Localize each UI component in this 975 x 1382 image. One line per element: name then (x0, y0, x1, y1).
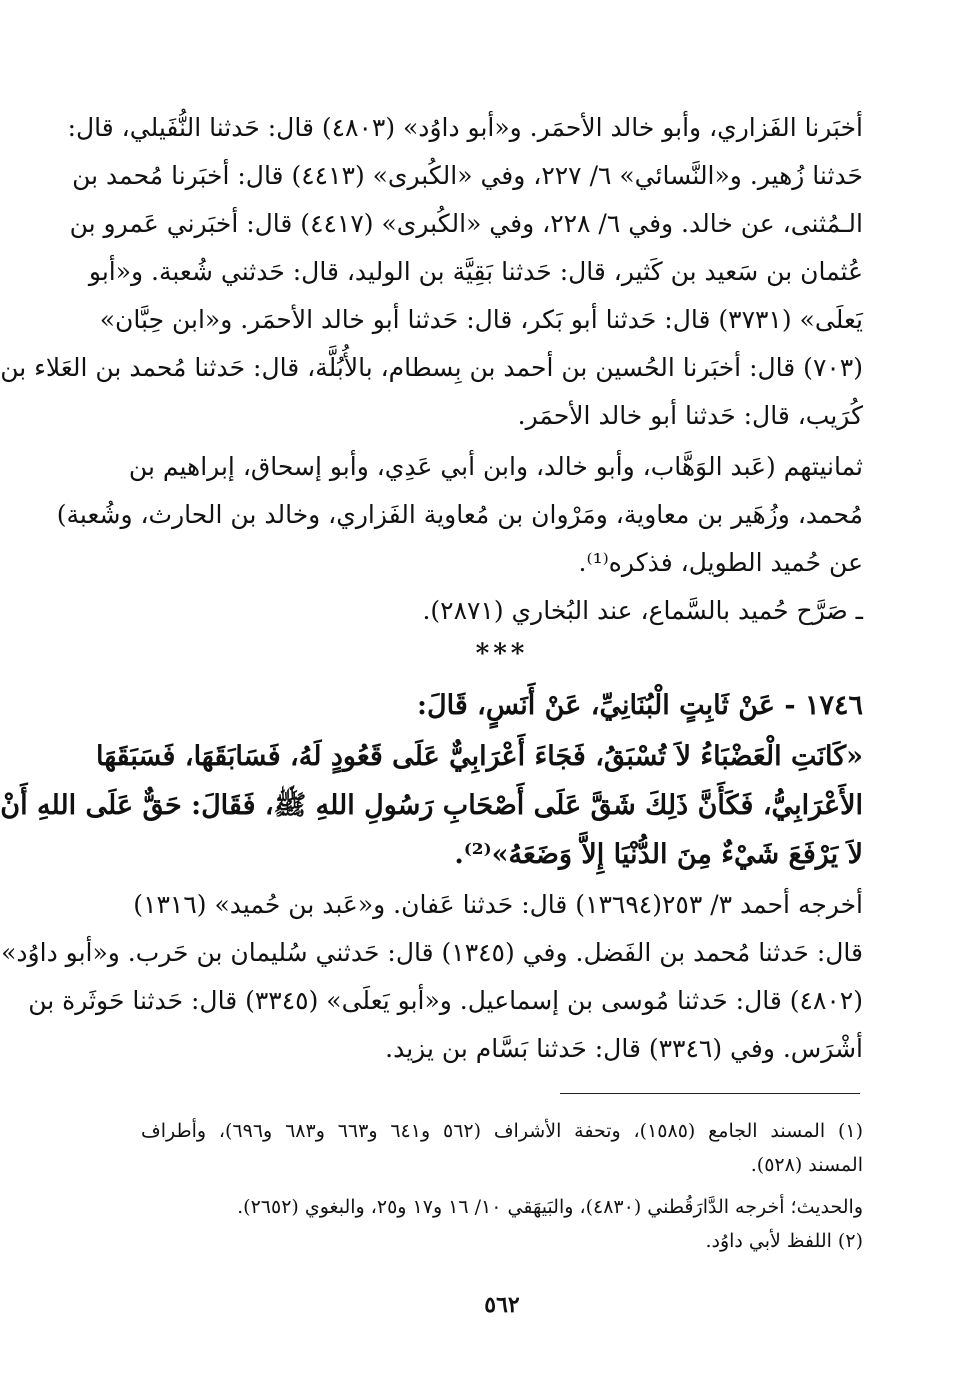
text-line: حَدثنا زُهير. و«النَّسائي» ٦/ ٢٢٧، وفي «الكُبرى» (٤٤١٣) قال: أخبَرنا مُحمد بن (72, 161, 863, 190)
text-line: مُحمد، وزُهَير بن معاوية، ومَرْوان بن مُعاوية الفَزاري، وخالد بن الحارث، وشُعبة) (56, 500, 863, 529)
hadith-heading: ١٧٤٦ - عَنْ ثَابِتٍ الْبُنَانِيِّ، عَنْ أَنَسٍ، قَالَ: (417, 690, 863, 721)
footnote-line: (١) المسند الجامع (١٥٨٥)، وتحفة الأشراف (٥٦٢ و٦٤١ و٦٦٣ و٦٨٣ و٦٩٦)، وأطراف (141, 1120, 864, 1142)
text-line: أشْرَس. وفي (٣٣٤٦) قال: حَدثنا بَسَّام بن يزيد. (385, 1034, 863, 1063)
footnote-line: المسند (٥٢٨). (750, 1154, 863, 1176)
hadith-text-line: لاَ يَرْفَعَ شَيْءٌ مِنَ الدُّنْيَا إِلاَّ وَضَعَهُ»⁽²⁾. (454, 839, 863, 870)
text-line: كُرَيب، قال: حَدثنا أبو خالد الأحمَر. (517, 401, 863, 430)
footnote-line: (٢) اللفظ لأبي داوُد. (705, 1230, 863, 1252)
text-line: يَعلَى» (٣٧٣١) قال: حَدثنا أبو بَكر، قال: حَدثنا أبو خالد الأحمَر. و«ابن حِبَّان» (99, 305, 863, 334)
text-line: أخرجه أحمد ٣/ ٢٥٣(١٣٦٩٤) قال: حَدثنا عَفان. و«عَبد بن حُميد» (١٣١٦) (133, 890, 863, 919)
section-separator: *** (475, 639, 529, 669)
text-line: قال: حَدثنا مُحمد بن الفَضل. وفي (١٣٤٥) قال: حَدثني سُليمان بن حَرب. و«أبو داوُد» (1, 938, 863, 967)
text-line: الـمُثنى، عن خالد. وفي ٦/ ٢٢٨، وفي «الكُبرى» (٤٤١٧) قال: أخبَرني عَمرو بن (69, 209, 863, 238)
text-line: (٧٠٣) قال: أخبَرنا الحُسين بن أحمد بن بِسطام، بالأُبُلَّة، قال: حَدثنا مُحمد بن العَلاء بن (0, 353, 863, 382)
text-line: ثمانيتهم (عَبد الوَهَّاب، وأبو خالد، وابن أبي عَدِي، وأبو إسحاق، إبراهيم بن (128, 452, 863, 481)
page-number: ٥٦٢ (484, 1292, 520, 1318)
footnote-line: والحديث؛ أخرجه الدَّارَقُطني (٤٨٣٠)، والبَيهَقي ١٠/ ١٦ و١٧ و٢٥، والبغوي (٢٦٥٢). (237, 1196, 863, 1218)
narration-note: ـ صَرَّح حُميد بالسَّماع، عند البُخاري (٢٨٧١). (422, 596, 863, 625)
text-line: عُثمان بن سَعيد بن كَثير، قال: حَدثنا بَقِيَّة بن الوليد، قال: حَدثني شُعبة. و«أبو (88, 257, 863, 286)
hadith-text-line: الأَعْرَابِيُّ، فَكَأَنَّ ذَلِكَ شَقَّ عَلَى أَصْحَابِ رَسُولِ اللهِ ﷺ، فَقَالَ: حَقٌّ عَلَى اللهِ أَنْ (0, 790, 863, 821)
footnote-separator-rule (560, 1093, 860, 1094)
text-line: عن حُميد الطويل، فذكره⁽¹⁾. (578, 548, 863, 577)
text-line: (٤٨٠٢) قال: حَدثنا مُوسى بن إسماعيل. و«أبو يَعلَى» (٣٣٤٥) قال: حَدثنا حَوثَرة بن (28, 986, 863, 1015)
text-line: أخبَرنا الفَزاري، وأبو خالد الأحمَر. و«أبو داوُد» (٤٨٠٣) قال: حَدثنا النُّفَيلي، قال: (67, 113, 863, 142)
hadith-text-line: «كَانَتِ الْعَضْبَاءُ لاَ تُسْبَقُ، فَجَاءَ أَعْرَابِيٌّ عَلَى قَعُودٍ لَهُ، فَسَابَقَهَا، فَسَبَقَهَا (95, 741, 863, 772)
